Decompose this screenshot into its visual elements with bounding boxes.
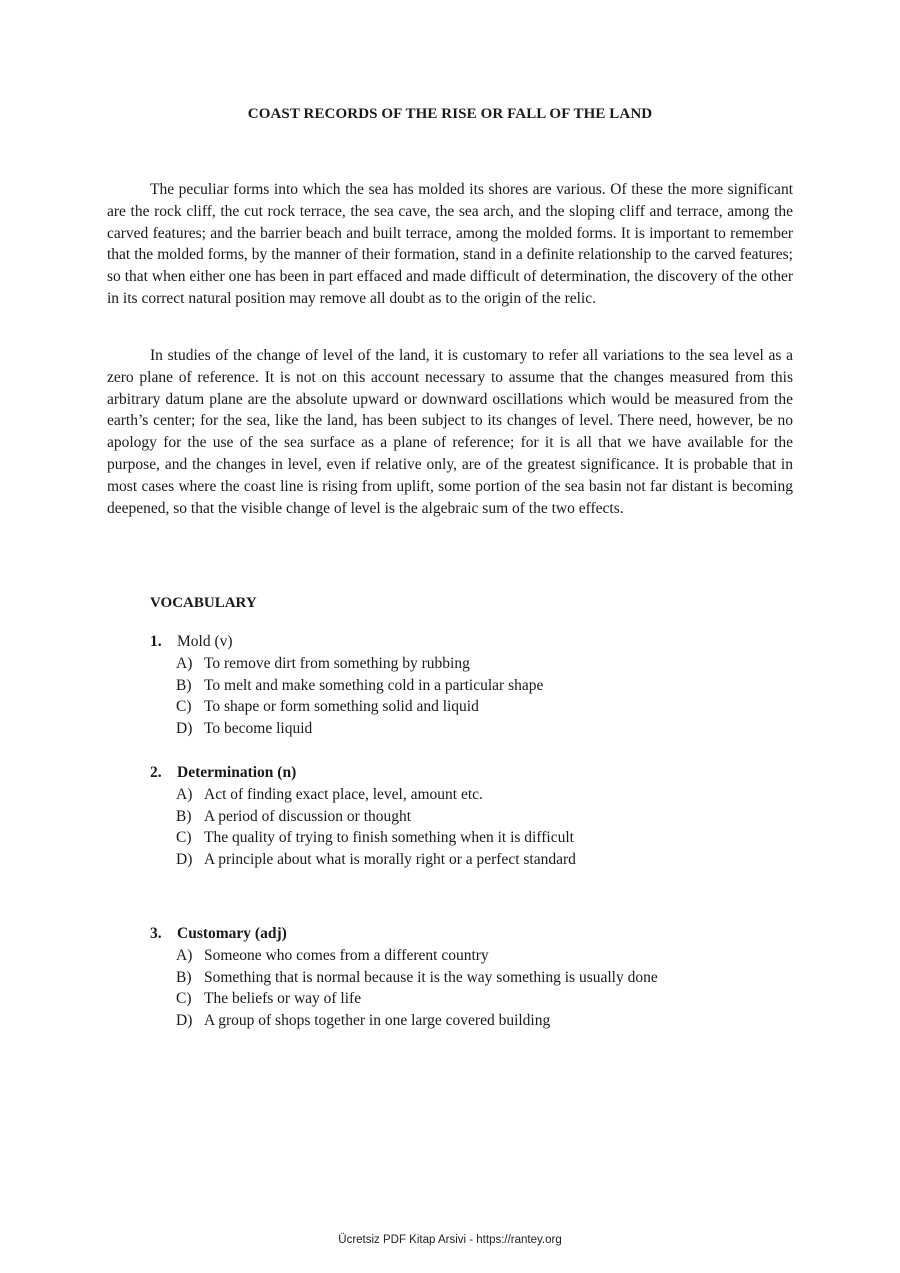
option-text: Something that is normal because it is the way something is usually done (204, 968, 658, 986)
answer-option-c (176, 696, 770, 718)
question-stem (150, 923, 770, 945)
question-stem (150, 762, 770, 784)
option-text: A principle about what is morally right or a perfect standard (204, 851, 576, 869)
option-text: To remove dirt from something by rubbing (204, 654, 470, 672)
option-text: Act of finding exact place, level, amount etc. (204, 785, 483, 803)
answer-option-d (176, 849, 770, 871)
option-text: To melt and make something cold in a particular shape (204, 676, 544, 694)
question-word: Determination (n) (177, 764, 297, 781)
answer-option-a (176, 784, 770, 806)
question-word: Mold (v) (177, 633, 233, 650)
question-number: 3. (150, 925, 162, 942)
question-number: 2. (150, 764, 162, 781)
option-text: A group of shops together in one large covered building (204, 1012, 551, 1030)
vocabulary-heading: VOCABULARY (150, 595, 257, 611)
body-paragraph-1: The peculiar forms into which the sea has molded its shores are various. Of these the more significant are the rock cliff, the cut rock terrace, the sea cave, the sea arch, and the sloping cliff and terrace, among the carved features; and the barrier beach and built terrace, among the molded forms. It is important to remember that the molded forms, by the manner of their formation, stand in a definite relationship to the carved features; so that when either one has been in part effaced and made difficult of determination, the discovery of the other in its correct natural position may remove all doubt as to the origin of the relic. (107, 181, 793, 307)
answer-option-c (176, 988, 770, 1010)
answer-option-b (176, 806, 770, 828)
answer-option-b (176, 967, 770, 989)
option-letter: B) (176, 807, 192, 825)
option-text: The beliefs or way of life (204, 990, 362, 1008)
option-letter: B) (176, 676, 192, 694)
answer-option-d (176, 1010, 770, 1032)
option-letter: C) (176, 829, 192, 847)
option-text: The quality of trying to finish something when it is difficult (204, 829, 574, 847)
option-letter: A) (176, 946, 193, 964)
option-text: A period of discussion or thought (204, 807, 412, 825)
option-letter: D) (176, 720, 193, 738)
answer-options (150, 945, 770, 1032)
question-stem (150, 631, 770, 653)
answer-option-b (176, 675, 770, 697)
question-word: Customary (adj) (177, 925, 287, 942)
option-text: To become liquid (204, 720, 313, 738)
option-text: Someone who comes from a different country (204, 946, 489, 964)
option-letter: C) (176, 698, 192, 716)
vocabulary-question-1 (150, 631, 770, 740)
option-letter: A) (176, 785, 193, 803)
page-footer: Ücretsiz PDF Kitap Arsivi - https://rantey.org (338, 1234, 562, 1246)
body-paragraph-2: In studies of the change of level of the land, it is customary to refer all variations to the sea level as a zero plane of reference. It is not on this account necessary to assume that the changes measured from this arbitrary datum plane are the absolute upward or downward oscillations which would be measured from the earth’s center; for the sea, like the land, has been subject to its changes of level. There need, however, be no apology for the use of the sea surface as a plane of reference; for it is all that we have available for the purpose, and the changes in level, even if relative only, are of the greatest significance. It is probable that in most cases where the coast line is rising from uplift, some portion of the sea basin not far distant is becoming deepened, so that the visible change of level is the algebraic sum of the two effects. (107, 347, 793, 517)
option-letter: D) (176, 851, 193, 869)
answer-option-c (176, 827, 770, 849)
answer-option-a (176, 945, 770, 967)
answer-options (150, 653, 770, 740)
question-number: 1. (150, 633, 162, 650)
option-letter: A) (176, 654, 193, 672)
vocabulary-question-3 (150, 923, 770, 1032)
page-title: COAST RECORDS OF THE RISE OR FALL OF THE LAND (247, 106, 653, 122)
answer-option-d (176, 718, 770, 740)
answer-option-a (176, 653, 770, 675)
option-text: To shape or form something solid and liquid (204, 698, 479, 716)
option-letter: C) (176, 990, 192, 1008)
option-letter: B) (176, 968, 192, 986)
vocabulary-question-2 (150, 762, 770, 871)
option-letter: D) (176, 1012, 193, 1030)
answer-options (150, 784, 770, 871)
